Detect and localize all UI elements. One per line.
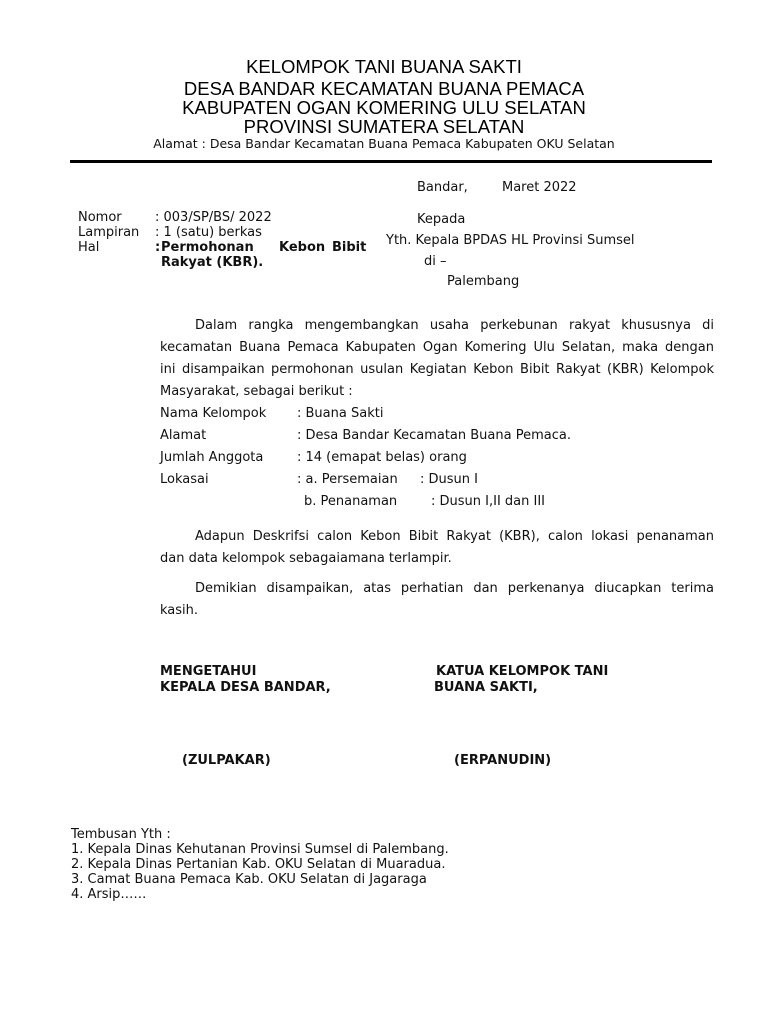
detail-alamat-label: Alamat <box>160 428 207 443</box>
hal-word-2: Kebon <box>279 240 326 255</box>
para2-line-1: Adapun Deskrifsi calon Kebon Bibit Rakyat (KBR), calon lokasi penanaman <box>195 529 714 544</box>
cc-item-3: 3. Camat Buana Pemaca Kab. OKU Selatan di Jagaraga <box>71 872 427 887</box>
detail-nama-label: Nama Kelompok <box>160 406 267 421</box>
sign-left-title-1: MENGETAHUI <box>160 664 257 679</box>
cc-item-4: 4. Arsip…… <box>71 887 147 902</box>
para1-line-1: Dalam rangka mengembangkan usaha perkebunan rakyat khususnya di <box>195 318 714 333</box>
para1-line-2: kecamatan Buana Pemaca Kabupaten Ogan Komering Ulu Selatan, maka dengan <box>160 340 714 355</box>
detail-lokasi-a-label: : a. Persemaian <box>297 472 398 487</box>
hal-line-2: Rakyat (KBR). <box>161 255 264 270</box>
detail-lokasi-a-value: : Dusun I <box>420 472 478 487</box>
detail-lokasi-b-value: : Dusun I,II dan III <box>431 494 546 509</box>
hal-label: Hal <box>78 240 100 255</box>
hal-word-3: Bibit <box>332 240 367 255</box>
letterhead-line-4: PROVINSI SUMATERA SELATAN <box>243 116 525 137</box>
date-month-year: Maret 2022 <box>502 180 577 195</box>
cc-item-1: 1. Kepala Dinas Kehutanan Provinsi Sumsel di Palembang. <box>71 842 449 857</box>
cc-item-2: 2. Kepala Dinas Pertanian Kab. OKU Selatan di Muaradua. <box>71 857 446 872</box>
hal-colon: : <box>155 240 161 255</box>
detail-anggota-label: Jumlah Anggota <box>160 450 264 465</box>
letterhead-address: Alamat : Desa Bandar Kecamatan Buana Pemaca Kabupaten OKU Selatan <box>153 136 615 151</box>
sign-right-name: (ERPANUDIN) <box>454 753 552 768</box>
letterhead-line-2: DESA BANDAR KECAMATAN BUANA PEMACA <box>183 78 585 99</box>
detail-lokasi-label: Lokasai <box>160 472 209 487</box>
recipient-city: Palembang <box>447 274 520 289</box>
letterhead-line-1: KELOMPOK TANI BUANA SAKTI <box>246 56 522 77</box>
detail-anggota-value: : 14 (emapat belas) orang <box>297 450 467 465</box>
nomor-label: Nomor <box>78 210 122 225</box>
para3-line-2: kasih. <box>160 603 199 618</box>
sign-right-title-2: BUANA SAKTI, <box>434 680 538 695</box>
para1-line-4: Masyarakat, sebagai berikut : <box>160 384 353 399</box>
recipient-yth: Yth. Kepala BPDAS HL Provinsi Sumsel <box>386 233 635 248</box>
sign-left-name: (ZULPAKAR) <box>182 753 271 768</box>
cc-title: Tembusan Yth : <box>71 827 171 842</box>
detail-nama-value: : Buana Sakti <box>297 406 384 421</box>
nomor-value: : 003/SP/BS/ 2022 <box>155 210 272 225</box>
para1-line-3: ini disampaikan permohonan usulan Kegiatan Kebon Bibit Rakyat (KBR) Kelompok <box>160 362 714 377</box>
detail-lokasi-b-label: b. Penanaman <box>304 494 398 509</box>
letterhead-line-3: KABUPATEN OGAN KOMERING ULU SELATAN <box>182 97 586 118</box>
para2-line-2: dan data kelompok sebagaiamana terlampir. <box>160 551 452 566</box>
recipient-di: di – <box>424 254 447 269</box>
lampiran-label: Lampiran <box>78 225 140 240</box>
detail-alamat-value: : Desa Bandar Kecamatan Buana Pemaca. <box>297 428 571 443</box>
hal-word-1: Permohonan <box>161 240 254 255</box>
para3-line-1: Demikian disampaikan, atas perhatian dan perkenanya diucapkan terima <box>195 581 714 596</box>
letterhead-divider <box>70 160 712 163</box>
recipient-kepada: Kepada <box>417 212 466 227</box>
date-place: Bandar, <box>417 180 468 195</box>
sign-right-title-1: KATUA KELOMPOK TANI <box>436 664 609 679</box>
lampiran-value: : 1 (satu) berkas <box>155 225 262 240</box>
sign-left-title-2: KEPALA DESA BANDAR, <box>160 680 331 695</box>
